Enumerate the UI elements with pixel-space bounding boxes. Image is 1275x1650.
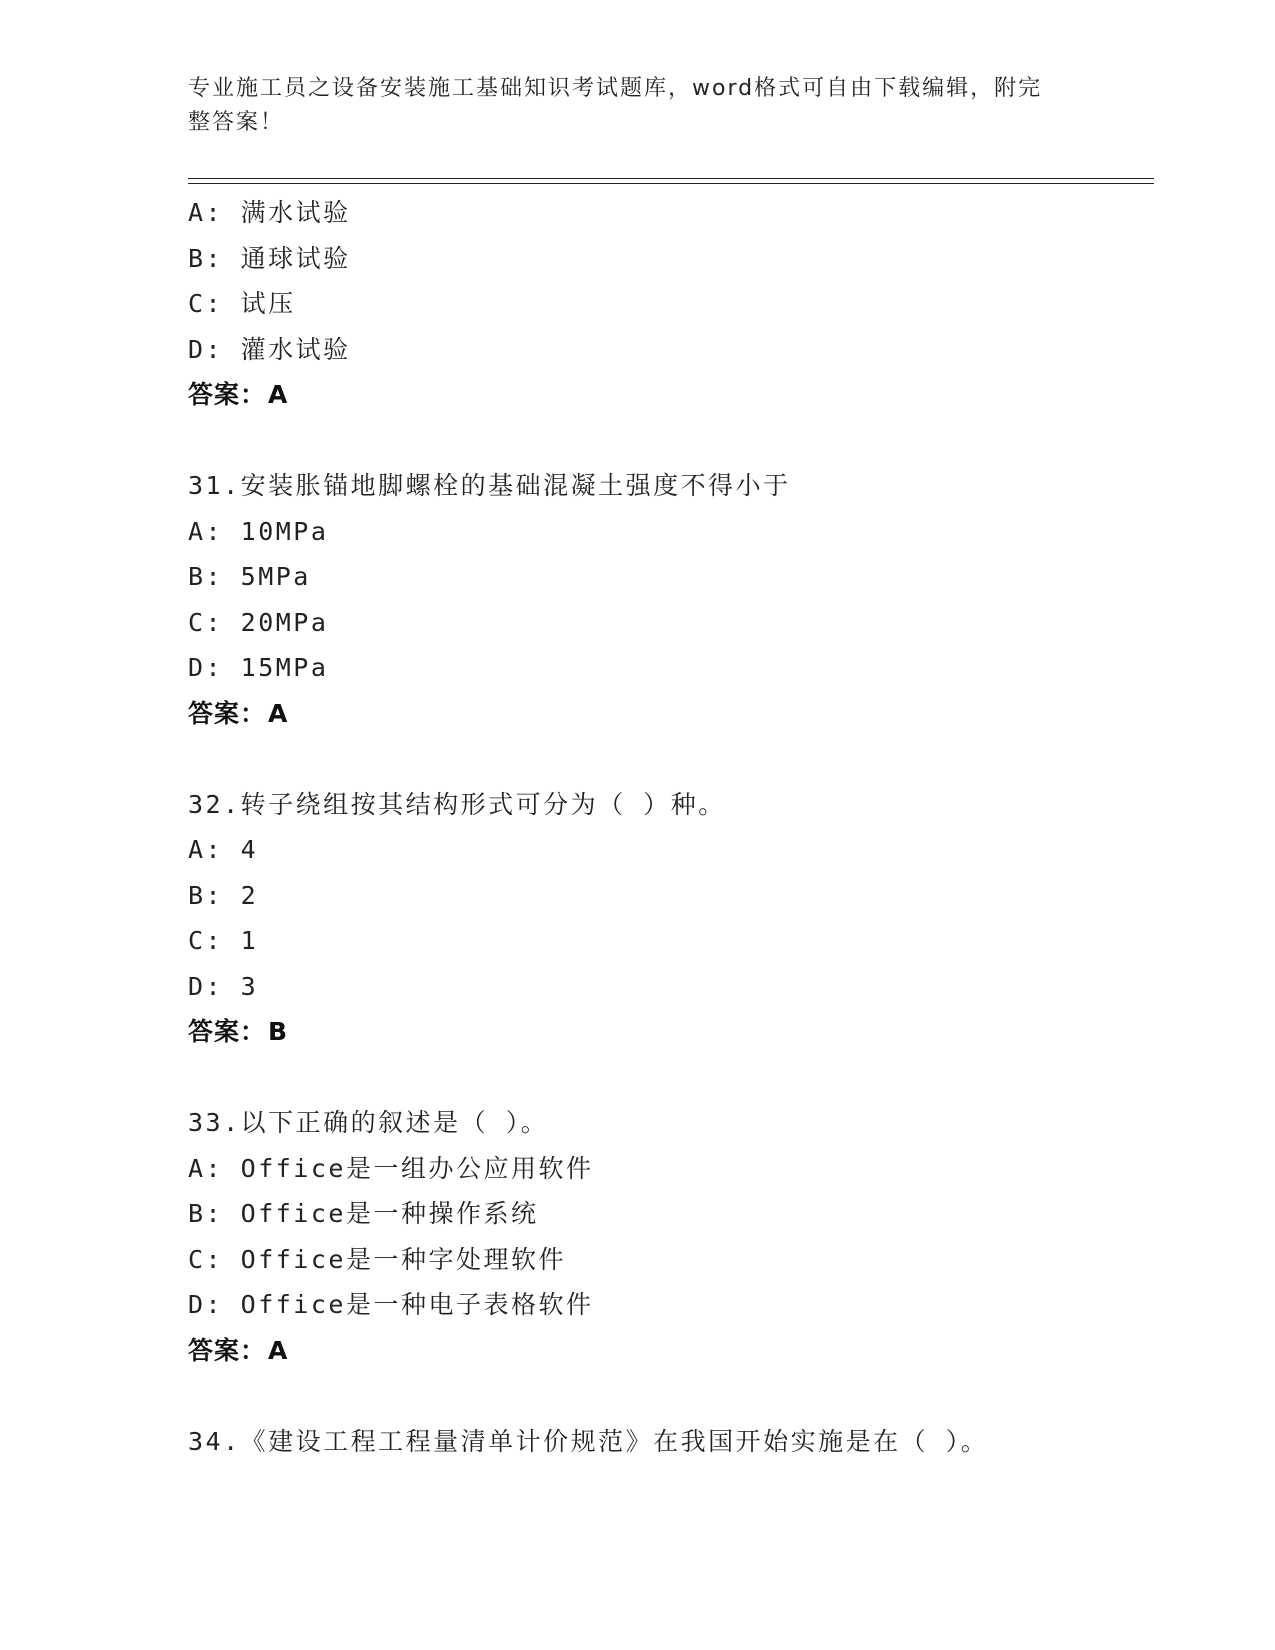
spacer (188, 736, 1168, 782)
option-c: C: 1 (188, 926, 259, 955)
option-a: A: 4 (188, 835, 259, 864)
option-d: D: 灌水试验 (188, 334, 351, 364)
question-31-block (188, 463, 1168, 736)
answer-line (188, 372, 1168, 418)
option-d: D: 3 (188, 971, 259, 1001)
option-c: C: 20MPa (188, 607, 329, 637)
option-a: A: 满水试验 (188, 198, 351, 227)
option-d: D: Office是一种电子表格软件 (188, 1290, 594, 1319)
answer-label: 答案： (188, 1017, 267, 1046)
answer-label: 答案： (188, 380, 267, 409)
answer-value: B (268, 1017, 289, 1046)
question-text: 32.转子绕组按其结构形式可分为（ ）种。 (188, 789, 726, 819)
document-header (188, 72, 1068, 140)
question-33-block (188, 1100, 1168, 1373)
option-a: A: 10MPa (188, 516, 329, 546)
answer-line (188, 1009, 1168, 1055)
question-text: 33.以下正确的叙述是（ ）。 (188, 1108, 549, 1137)
option-d: D: 15MPa (188, 653, 329, 682)
option-b: B: 通球试验 (188, 243, 351, 273)
header-line-1: 专业施工员之设备安装施工基础知识考试题库，word格式可自由下载编辑，附完 (188, 76, 1043, 101)
option-b: B: 5MPa (188, 562, 311, 591)
option-c: C: 试压 (188, 289, 296, 318)
answer-value: A (268, 1335, 289, 1365)
answer-label: 答案： (188, 1335, 267, 1365)
answer-line (188, 691, 1168, 737)
question-32-block (188, 782, 1168, 1055)
option-b: B: 2 (188, 880, 259, 910)
spacer (188, 1373, 1168, 1419)
answer-value: A (268, 380, 289, 409)
answer-label: 答案： (188, 698, 267, 728)
answer-value: A (268, 698, 289, 728)
option-c: C: Office是一种字处理软件 (188, 1244, 566, 1274)
spacer (188, 418, 1168, 464)
header-divider-bottom (188, 183, 1154, 184)
spacer (188, 1055, 1168, 1101)
question-30-block (188, 190, 1168, 418)
header-divider-top (188, 178, 1154, 179)
question-text: 31.安装胀锚地脚螺栓的基础混凝土强度不得小于 (188, 471, 791, 500)
question-list (188, 190, 1168, 1464)
header-line-2: 整答案！ (188, 110, 285, 135)
question-text: 34.《建设工程工程量清单计价规范》在我国开始实施是在（ ）。 (188, 1426, 989, 1456)
question-34-block (188, 1419, 1168, 1465)
option-a: A: Office是一组办公应用软件 (188, 1153, 594, 1183)
answer-line (188, 1328, 1168, 1374)
option-b: B: Office是一种操作系统 (188, 1199, 539, 1228)
